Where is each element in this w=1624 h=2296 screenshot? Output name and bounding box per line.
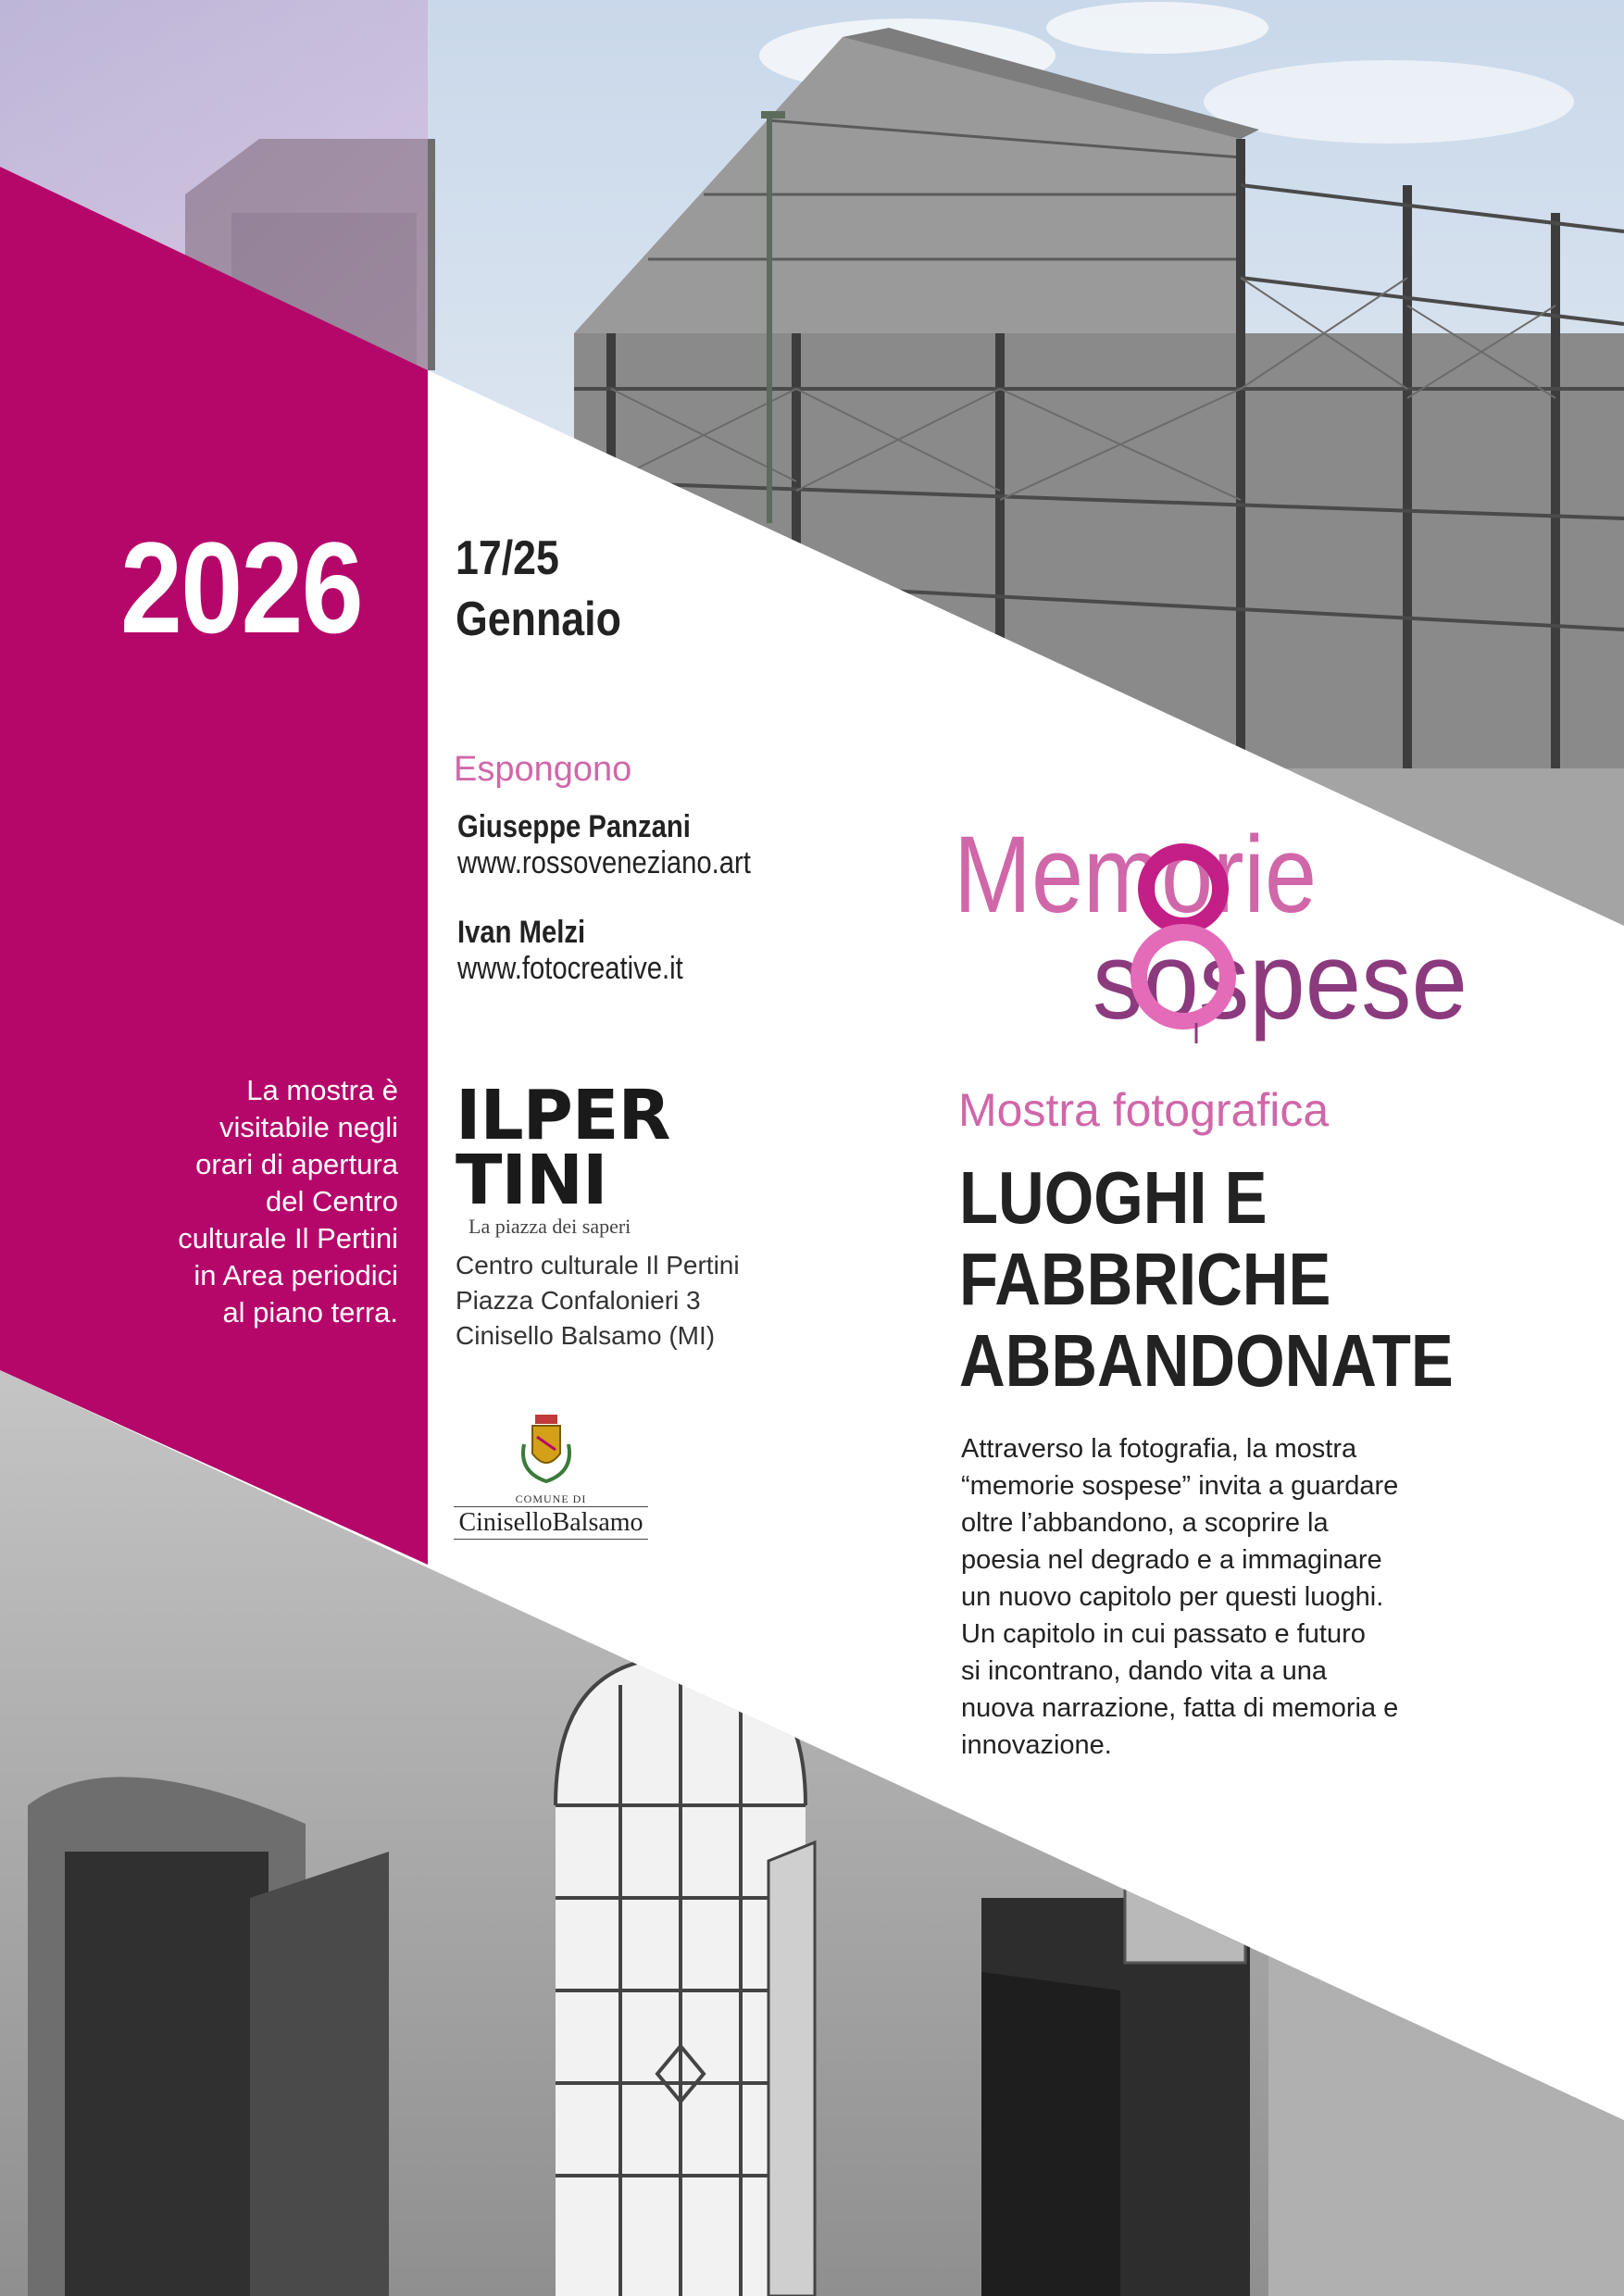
- description-line: oltre l’abbandono, a scoprire la: [961, 1508, 1329, 1538]
- date-month: Gennaio: [456, 593, 621, 646]
- title-line: ABBANDONATE: [959, 1319, 1454, 1402]
- brand-word-1: Memorie: [954, 814, 1317, 936]
- visit-line: al piano terra.: [222, 1296, 398, 1329]
- logo-tagline: La piazza dei saperi: [468, 1215, 631, 1238]
- municipality-prefix: COMUNE DI: [515, 1492, 587, 1505]
- exhibitors-heading: Espongono: [454, 750, 632, 789]
- event-year: 2026: [120, 515, 362, 660]
- municipality-name: CiniselloBalsamo: [454, 1506, 648, 1540]
- magenta-band: [0, 167, 428, 1565]
- logo-line-1: ILPER: [456, 1076, 670, 1155]
- venue-line: Centro culturale Il Pertini: [456, 1251, 740, 1279]
- visit-info: [65, 1072, 398, 1331]
- memorie-sospese-logo: [954, 801, 1472, 1051]
- brand-word-2: sospese: [1093, 920, 1468, 1042]
- exhibition-description: [961, 1430, 1398, 1764]
- venue-line: Piazza Confalonieri 3: [456, 1286, 701, 1315]
- title-line: FABBRICHE: [959, 1238, 1331, 1320]
- description-line: un nuovo capitolo per questi luoghi.: [961, 1582, 1384, 1612]
- description-line: innovazione.: [961, 1730, 1112, 1760]
- visit-line: La mostra è: [246, 1074, 398, 1106]
- visit-line: visitabile negli: [219, 1111, 398, 1143]
- description-line: Un capitolo in cui passato e futuro: [961, 1619, 1366, 1649]
- description-line: “memorie sospese” invita a guardare: [961, 1471, 1399, 1501]
- artist-website: www.fotocreative.it: [457, 951, 683, 986]
- venue-line: Cinisello Balsamo (MI): [456, 1321, 716, 1350]
- artist-1: [457, 809, 799, 881]
- visit-line: in Area periodici: [194, 1259, 398, 1292]
- municipality-logo: [454, 1489, 648, 1540]
- artist-name: Giuseppe Panzani: [457, 809, 691, 844]
- description-line: Attraverso la fotografia, la mostra: [961, 1434, 1357, 1464]
- venue-address: [456, 1248, 740, 1354]
- date-range: 17/25: [456, 531, 559, 585]
- description-line: si incontrano, dando vita a una: [961, 1656, 1327, 1686]
- artist-website: www.rossoveneziano.art: [457, 845, 751, 880]
- event-dates: [456, 528, 621, 650]
- visit-line: culturale Il Pertini: [178, 1222, 398, 1254]
- exhibition-type: Mostra fotografica: [958, 1084, 1330, 1136]
- exhibition-title: [959, 1157, 1454, 1402]
- visit-line: del Centro: [265, 1185, 398, 1217]
- visit-line: orari di apertura: [195, 1148, 398, 1180]
- logo-line-2: TINI: [456, 1141, 607, 1220]
- description-line: nuova narrazione, fatta di memoria e: [961, 1693, 1399, 1723]
- il-pertini-logo: [456, 1076, 670, 1239]
- title-line: LUOGHI E: [959, 1156, 1268, 1239]
- artist-name: Ivan Melzi: [457, 915, 586, 950]
- description-line: poesia nel degrado e a immaginare: [961, 1545, 1382, 1575]
- artist-2: [457, 915, 719, 987]
